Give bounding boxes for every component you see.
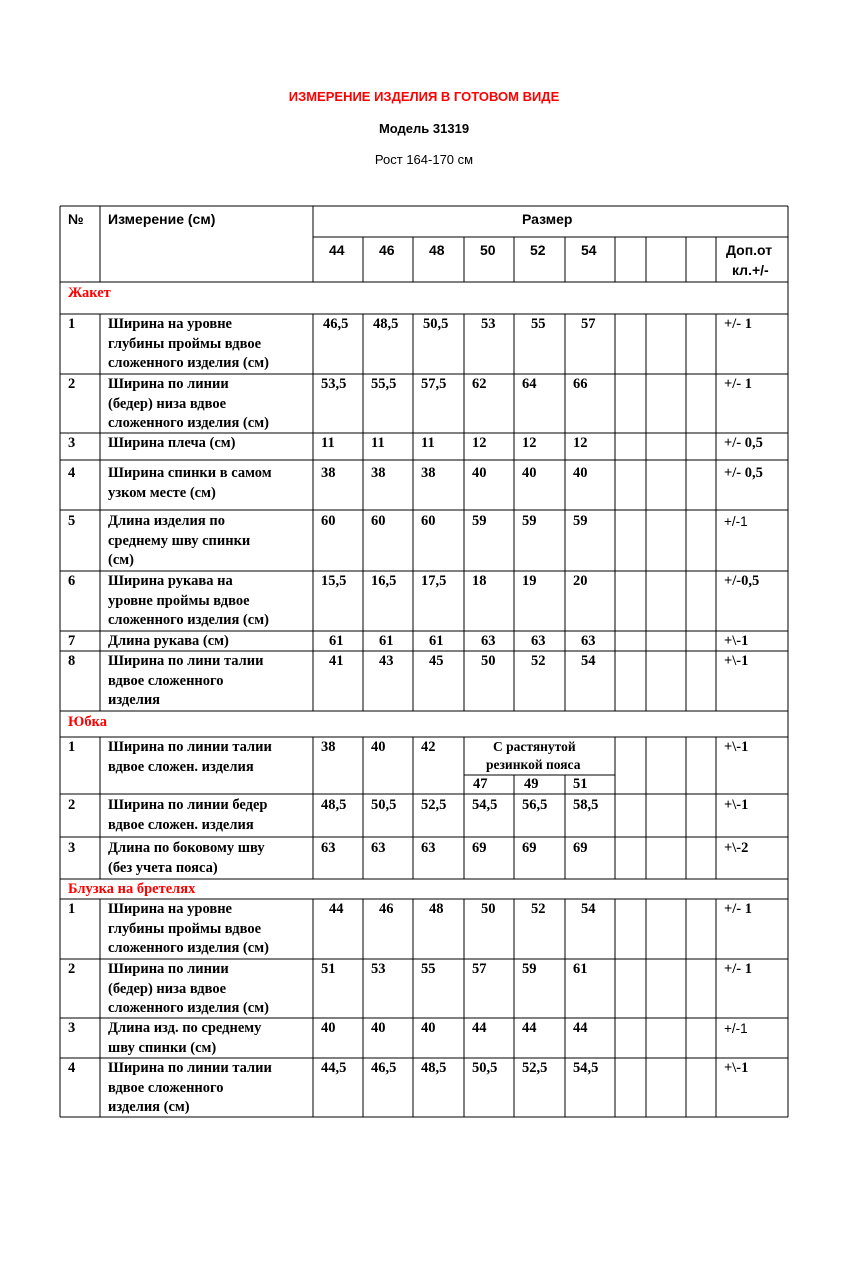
size-value: 63 <box>531 633 546 649</box>
size-value: 53 <box>481 316 496 332</box>
size-value: 55 <box>531 316 546 332</box>
size-value: 61 <box>429 633 444 649</box>
size-value: 61 <box>329 633 344 649</box>
size-value: 46,5 <box>371 1060 397 1076</box>
column-header-measurement: Измерение (см) <box>108 211 216 227</box>
size-value: 50,5 <box>371 797 397 813</box>
height-range-label: Рост 164-170 см <box>374 152 474 167</box>
size-value: 44 <box>522 1020 537 1036</box>
size-value: 63 <box>481 633 496 649</box>
size-value: 59 <box>573 513 588 529</box>
measurement-name: Длина по боковому шву <box>108 840 265 856</box>
measurement-name: Ширина по линии <box>108 376 229 392</box>
measurement-name: (бедер) низа вдвое <box>108 980 227 997</box>
size-value: 51 <box>321 961 336 977</box>
size-value: 54,5 <box>472 797 498 813</box>
stretched-value-47: 47 <box>473 776 488 792</box>
measurement-name: Ширина на уровне <box>108 316 232 332</box>
size-value: 44,5 <box>321 1060 347 1076</box>
size-value: 44 <box>329 901 344 917</box>
size-value: 50 <box>481 653 496 669</box>
size-value: 48 <box>429 901 444 917</box>
measurement-name: шву спинки (см) <box>108 1039 217 1056</box>
section-blouse: Блузка на бретелях <box>68 881 196 897</box>
measurement-name: вдвое сложен. изделия <box>108 816 254 833</box>
size-value: 44 <box>573 1020 588 1036</box>
measurement-name: вдвое сложенного <box>108 1079 224 1096</box>
size-value: 57 <box>472 961 487 977</box>
size-value: 18 <box>472 573 487 589</box>
size-value: 53,5 <box>321 376 347 392</box>
tolerance-value: +/- 1 <box>724 961 752 977</box>
size-value: 55,5 <box>371 376 397 392</box>
size-value: 60 <box>421 513 436 529</box>
model-label: Модель 31319 <box>378 121 470 136</box>
tolerance-value: +/- 1 <box>724 316 752 332</box>
size-value: 60 <box>321 513 336 529</box>
measurement-name: (см) <box>108 552 134 568</box>
measurement-name: Ширина на уровне <box>108 901 232 917</box>
stretched-value-51: 51 <box>573 776 588 792</box>
size-46: 46 <box>379 242 395 258</box>
size-value: 52,5 <box>421 797 447 813</box>
size-value: 11 <box>371 435 385 451</box>
tolerance-header-line1: Доп.от <box>726 242 773 258</box>
tolerance-value: +\-1 <box>724 653 749 669</box>
size-value: 40 <box>321 1020 336 1036</box>
size-value: 69 <box>472 840 487 856</box>
size-value: 40 <box>421 1020 436 1036</box>
measurement-name: сложенного изделия (см) <box>108 355 269 371</box>
row-number: 2 <box>68 797 76 813</box>
size-value: 57,5 <box>421 376 447 392</box>
size-value: 20 <box>573 573 588 589</box>
section-skirt: Юбка <box>68 714 107 730</box>
measurement-name: (бедер) низа вдвое <box>108 395 227 412</box>
size-value: 54 <box>581 901 596 917</box>
size-value: 61 <box>573 961 588 977</box>
size-value: 40 <box>573 465 588 481</box>
row-number: 4 <box>68 1060 76 1076</box>
size-value: 53 <box>371 961 386 977</box>
size-value: 54 <box>581 653 596 669</box>
row-number: 3 <box>68 840 76 856</box>
size-value: 41 <box>329 653 344 669</box>
size-value: 46,5 <box>323 316 349 332</box>
size-value: 40 <box>371 739 386 755</box>
size-value: 45 <box>429 653 444 669</box>
size-value: 58,5 <box>573 797 599 813</box>
size-value: 54,5 <box>573 1060 599 1076</box>
measurement-name: Ширина рукава на <box>108 573 233 589</box>
size-value: 50,5 <box>423 316 449 332</box>
size-value: 57 <box>581 316 596 332</box>
size-54: 54 <box>581 242 597 258</box>
size-value: 59 <box>472 513 487 529</box>
size-value: 64 <box>522 376 537 392</box>
size-value: 52 <box>531 653 546 669</box>
measurement-name: вдвое сложенного <box>108 672 224 689</box>
stretched-value-49: 49 <box>524 776 539 792</box>
size-48: 48 <box>429 242 445 258</box>
size-value: 42 <box>421 739 436 755</box>
row-number: 2 <box>68 376 76 392</box>
measurement-name: изделия <box>108 692 161 708</box>
size-44: 44 <box>329 242 345 258</box>
size-value: 43 <box>379 653 394 669</box>
size-value: 12 <box>522 435 537 451</box>
measurement-name: уровне проймы вдвое <box>108 592 250 609</box>
stretched-note-line1: С растянутой <box>493 739 576 754</box>
tolerance-value: +/- 1 <box>724 901 752 917</box>
size-value: 46 <box>379 901 394 917</box>
size-50: 50 <box>480 242 496 258</box>
size-value: 60 <box>371 513 386 529</box>
size-value: 48,5 <box>321 797 347 813</box>
measurement-name: Длина изд. по среднему <box>108 1020 262 1036</box>
size-value: 15,5 <box>321 573 347 589</box>
tolerance-value: +/- 0,5 <box>724 465 763 481</box>
row-number: 1 <box>68 901 76 917</box>
measurement-name: сложенного изделия (см) <box>108 612 269 628</box>
measurement-name: изделия (см) <box>108 1099 190 1115</box>
row-number: 4 <box>68 465 76 481</box>
measurement-name: Ширина по линии бедер <box>108 797 268 813</box>
row-number: 7 <box>68 633 76 649</box>
size-value: 55 <box>421 961 436 977</box>
size-value: 12 <box>573 435 588 451</box>
tolerance-value: +/-1 <box>724 1021 748 1036</box>
measurement-name: Ширина плеча (см) <box>108 435 236 451</box>
tolerance-value: +/- 0,5 <box>724 435 763 451</box>
measurement-name: Ширина спинки в самом <box>108 465 272 481</box>
tolerance-value: +\-1 <box>724 797 749 813</box>
size-value: 63 <box>581 633 596 649</box>
size-value: 12 <box>472 435 487 451</box>
size-value: 63 <box>321 840 336 856</box>
tolerance-value: +\-1 <box>724 633 749 649</box>
measurement-name: сложенного изделия (см) <box>108 940 269 956</box>
measurement-name: глубины проймы вдвое <box>108 335 262 352</box>
column-header-num: № <box>68 211 84 227</box>
size-value: 11 <box>321 435 335 451</box>
size-value: 69 <box>522 840 537 856</box>
column-header-size: Размер <box>522 211 573 227</box>
measurement-name: Длина изделия по <box>108 513 225 529</box>
size-value: 40 <box>472 465 487 481</box>
row-number: 8 <box>68 653 76 669</box>
measurement-name: глубины проймы вдвое <box>108 920 262 937</box>
size-value: 44 <box>472 1020 487 1036</box>
size-value: 66 <box>573 376 588 392</box>
row-number: 1 <box>68 739 76 755</box>
row-number: 1 <box>68 316 76 332</box>
size-value: 11 <box>421 435 435 451</box>
size-value: 40 <box>371 1020 386 1036</box>
tolerance-value: +/-1 <box>724 514 748 529</box>
measurement-name: Ширина по линии <box>108 961 229 977</box>
size-value: 38 <box>321 465 336 481</box>
size-value: 50 <box>481 901 496 917</box>
size-52: 52 <box>530 242 546 258</box>
size-value: 59 <box>522 513 537 529</box>
tolerance-value: +/- 1 <box>724 376 752 392</box>
measurement-name: Ширина по линии талии <box>108 739 272 755</box>
measurement-name: (без учета пояса) <box>108 859 218 876</box>
size-value: 19 <box>522 573 537 589</box>
row-number: 3 <box>68 435 76 451</box>
row-number: 2 <box>68 961 76 977</box>
size-value: 38 <box>321 739 336 755</box>
size-value: 17,5 <box>421 573 447 589</box>
measurement-name: Длина рукава (см) <box>108 633 229 649</box>
size-value: 38 <box>371 465 386 481</box>
size-value: 59 <box>522 961 537 977</box>
size-value: 48,5 <box>373 316 399 332</box>
tolerance-value: +\-2 <box>724 840 749 856</box>
measurement-name: Ширина по линии талии <box>108 1060 272 1076</box>
tolerance-header-line2: кл.+/- <box>732 262 769 278</box>
measurement-name: вдвое сложен. изделия <box>108 758 254 775</box>
size-value: 38 <box>421 465 436 481</box>
measurement-name: узком месте (см) <box>108 484 216 501</box>
size-value: 62 <box>472 376 487 392</box>
size-value: 48,5 <box>421 1060 447 1076</box>
measurement-name: Ширина по лини талии <box>108 653 264 669</box>
measurement-name: сложенного изделия (см) <box>108 1000 269 1016</box>
size-value: 56,5 <box>522 797 548 813</box>
row-number: 3 <box>68 1020 76 1036</box>
measurement-name: сложенного изделия (см) <box>108 415 269 431</box>
size-value: 52 <box>531 901 546 917</box>
row-number: 6 <box>68 573 76 589</box>
size-value: 63 <box>371 840 386 856</box>
tolerance-value: +\-1 <box>724 739 749 755</box>
measurement-name: среднему шву спинки <box>108 532 251 549</box>
row-number: 5 <box>68 513 76 529</box>
size-value: 52,5 <box>522 1060 548 1076</box>
size-value: 16,5 <box>371 573 397 589</box>
size-value: 69 <box>573 840 588 856</box>
stretched-note-line2: резинкой пояса <box>486 757 581 772</box>
document-title: ИЗМЕРЕНИЕ ИЗДЕЛИЯ В ГОТОВОМ ВИДЕ <box>288 89 560 104</box>
section-jacket: Жакет <box>68 285 111 301</box>
size-value: 61 <box>379 633 394 649</box>
tolerance-value: +/-0,5 <box>724 573 760 589</box>
size-value: 50,5 <box>472 1060 498 1076</box>
size-value: 40 <box>522 465 537 481</box>
tolerance-value: +\-1 <box>724 1060 749 1076</box>
size-value: 63 <box>421 840 436 856</box>
